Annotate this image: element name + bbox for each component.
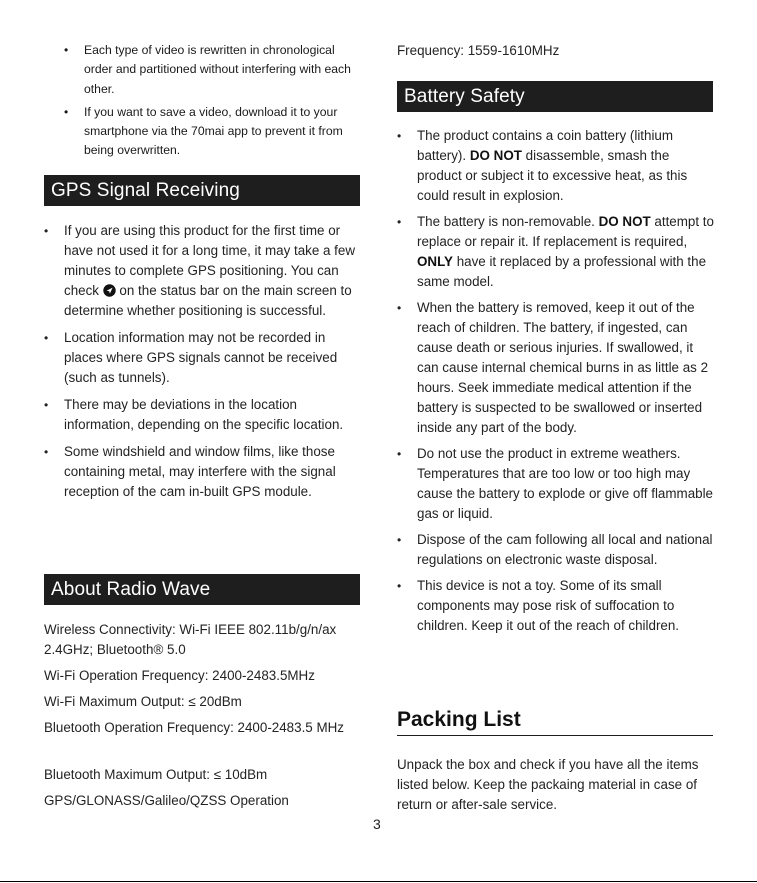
battery-heading-text: Battery Safety	[404, 86, 525, 107]
battery-section-heading	[397, 81, 713, 112]
list-item	[397, 126, 715, 206]
gps-status-icon	[103, 283, 116, 296]
battery-2c: have it replaced by a professional with the same model.	[417, 254, 707, 289]
bluetooth-output: Bluetooth Maximum Output: ≤ 10dBm	[44, 767, 268, 782]
list-item: • Each type of video is rewritten in chronological order and partitioned without interfering with each other.	[62, 41, 362, 99]
warning-only: ONLY	[417, 254, 453, 269]
gnss-operation: GPS/GLONASS/Galileo/QZSS Operation	[44, 793, 289, 808]
battery-notes-list	[397, 126, 715, 642]
radio-section-heading	[44, 574, 360, 605]
wifi-frequency: Wi-Fi Operation Frequency: 2400-2483.5MHz	[44, 668, 315, 683]
radio-heading-text: About Radio Wave	[51, 579, 211, 600]
packing-intro: Unpack the box and check if you have all the items listed below. Keep the packaing material in case of return or after-sale service.	[397, 757, 699, 812]
list-item	[44, 221, 362, 321]
list-item: • Do not use the product in extreme weathers. Temperatures that are too low or too high may cause the battery to explode or give off flammable gas or liquid.	[397, 444, 715, 524]
battery-2b: attempt to replace or repair it. If replacement is required,	[417, 214, 714, 249]
list-item: • Location information may not be recorded in places where GPS signals cannot be received (such as tunnels).	[44, 328, 362, 388]
bluetooth-word: Bluetooth	[96, 642, 154, 657]
list-item: • If you want to save a video, download it to your smartphone via the 70mai app to prevent it from being overwritten.	[62, 103, 362, 161]
gps-bullet-1a: If you are using this product for the first time or have not used it for a long time, it may take a few minutes to complete GPS positioning. You can check	[64, 223, 356, 298]
gps-heading-text: GPS Signal Receiving	[51, 180, 240, 201]
warning-do-not: DO NOT	[598, 214, 651, 229]
gps-notes-list	[44, 221, 362, 509]
wifi-output: Wi-Fi Maximum Output: ≤ 20dBm	[44, 694, 242, 709]
wifi-connectivity-text: Wireless Connectivity: Wi-Fi IEEE 802.11b/g/n/ax 2.4GHz;	[44, 622, 337, 657]
list-item: • This device is not a toy. Some of its small components may pose risk of suffocation to children. Keep it out of the reach of children.	[397, 576, 715, 636]
page-bottom-rule	[0, 881, 757, 882]
battery-2a: The battery is non-removable.	[417, 214, 599, 229]
gnss-frequency: Frequency: 1559-1610MHz	[397, 43, 560, 58]
list-item	[397, 212, 715, 292]
bluetooth-version: 5.0	[163, 642, 186, 657]
registered-mark: ®	[153, 642, 164, 657]
list-item: • There may be deviations in the location information, depending on the specific location.	[44, 395, 362, 435]
gps-section-heading	[44, 175, 360, 206]
list-item: • Dispose of the cam following all local and national regulations on electronic waste disposal.	[397, 530, 715, 570]
warning-do-not: DO NOT	[469, 148, 522, 163]
list-item: • When the battery is removed, keep it out of the reach of children. The battery, if ingested, can cause death or serious injuries. If swallowed, it can cause internal chemical burns in as little as 2 hours. Seek immediate medical attention if the battery is suspected to be swallowed or inserted inside any part of the body.	[397, 298, 715, 438]
packing-list-heading: Packing List	[397, 705, 713, 736]
battery-1b: disassemble, smash the product or subject it to excessive heat, as this could result in explosion.	[417, 148, 688, 203]
video-notes-list	[62, 41, 362, 161]
list-item: • Some windshield and window films, like those containing metal, may interfere with the signal reception of the cam in-built GPS module.	[44, 442, 362, 502]
battery-1a: The product contains a coin battery (lithium battery).	[417, 128, 674, 163]
bluetooth-frequency: Bluetooth Operation Frequency: 2400-2483.5 MHz	[44, 720, 344, 735]
page-number: 3	[373, 816, 381, 832]
gps-bullet-1b: on the status bar on the main screen to determine whether positioning is successful.	[64, 283, 352, 318]
wifi-connectivity	[44, 620, 362, 660]
